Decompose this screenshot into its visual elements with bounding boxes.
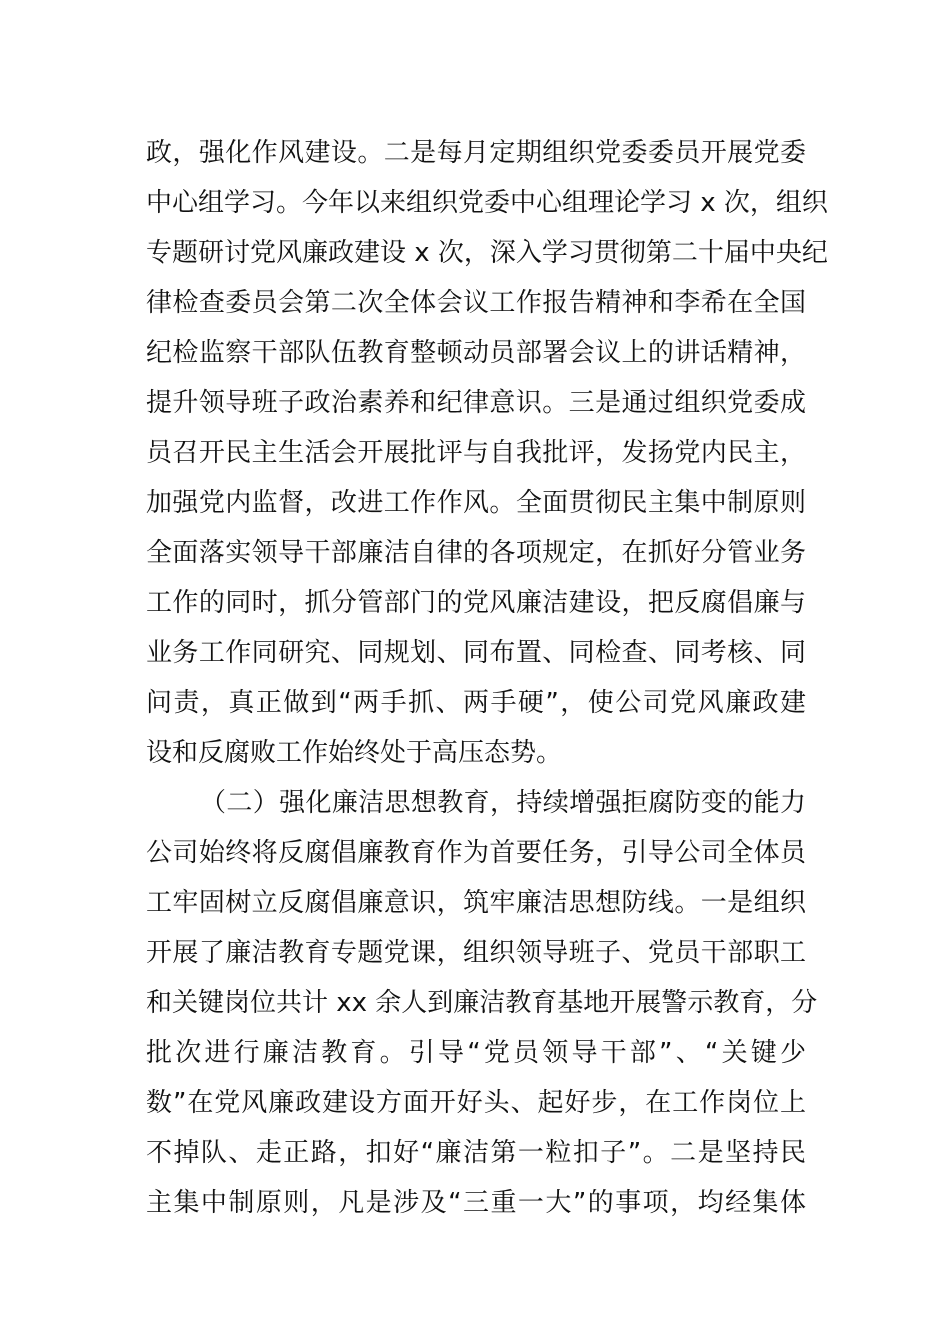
text-line: 开展了廉洁教育专题党课，组织领导班子、党员干部职工 [146, 938, 806, 968]
text-line: 专题研讨党风廉政建设 x 次，深入学习贯彻第二十届中央纪 [146, 238, 828, 268]
text-line: 提升领导班子政治素养和纪律意识。三是通过组织党委成 [146, 388, 806, 418]
text-line: 和关键岗位共计 xx 余人到廉洁教育基地开展警示教育，分 [146, 988, 818, 1018]
text-line: 数”在党风廉政建设方面开好头、起好步，在工作岗位上 [146, 1088, 806, 1118]
text-line: 公司始终将反腐倡廉教育作为首要任务，引导公司全体员 [146, 838, 806, 868]
text-line: 全面落实领导干部廉洁自律的各项规定，在抓好分管业务 [146, 538, 806, 568]
section-heading: （二）强化廉洁思想教育，持续增强拒腐防变的能力 [200, 788, 806, 818]
text-line: 政，强化作风建设。二是每月定期组织党委委员开展党委 [146, 138, 806, 168]
text-line: 工牢固树立反腐倡廉意识，筑牢廉洁思想防线。一是组织 [146, 888, 806, 918]
text-line: 中心组学习。今年以来组织党委中心组理论学习 x 次，组织 [146, 188, 828, 218]
text-line: 设和反腐败工作始终处于高压态势。 [146, 738, 563, 768]
text-line: 加强党内监督，改进工作作风。全面贯彻民主集中制原则 [146, 488, 806, 518]
text-line: 主集中制原则，凡是涉及“三重一大”的事项，均经集体 [146, 1188, 806, 1218]
text-line: 不掉队、走正路，扣好“廉洁第一粒扣子”。二是坚持民 [146, 1138, 806, 1168]
text-line: 业务工作同研究、同规划、同布置、同检查、同考核、同 [146, 638, 806, 668]
text-line: 员召开民主生活会开展批评与自我批评，发扬党内民主， [146, 438, 806, 468]
text-line: 纪检监察干部队伍教育整顿动员部署会议上的讲话精神， [146, 338, 806, 368]
text-line: 批次进行廉洁教育。引导“党员领导干部”、“关键少 [146, 1038, 806, 1068]
text-line: 工作的同时，抓分管部门的党风廉洁建设，把反腐倡廉与 [146, 588, 806, 618]
text-line: 问责，真正做到“两手抓、两手硬”，使公司党风廉政建 [146, 688, 806, 718]
text-line: 律检查委员会第二次全体会议工作报告精神和李希在全国 [146, 288, 806, 318]
